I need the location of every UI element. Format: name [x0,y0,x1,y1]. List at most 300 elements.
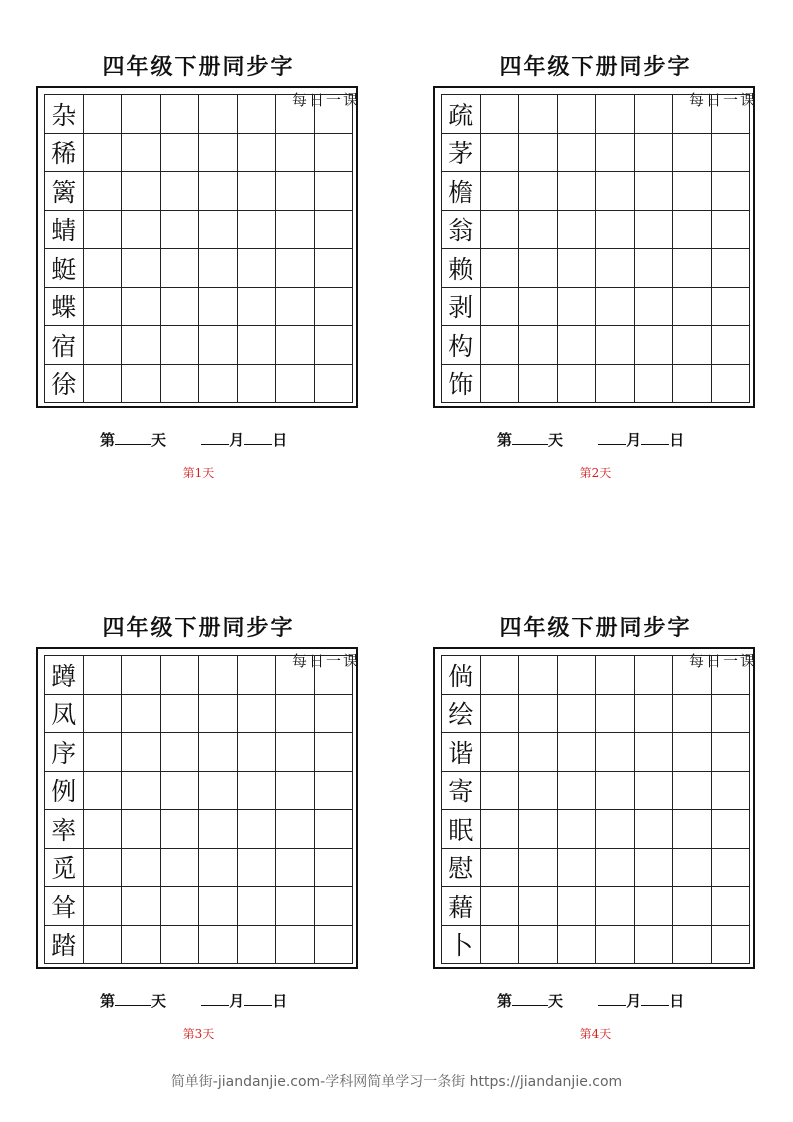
practice-cell [519,810,558,849]
practice-cell [635,211,674,250]
practice-cell [238,733,277,772]
practice-cell [122,849,161,888]
practice-cell [712,288,751,327]
practice-cell [519,849,558,888]
practice-cell [122,288,161,327]
practice-panel-day-3 [36,577,366,1041]
date-month: 月 [626,992,642,1010]
date-prefix: 第 [497,992,513,1010]
practice-cell [596,211,635,250]
model-character-cell: 藉 [442,887,481,926]
practice-cell [635,887,674,926]
practice-cell [558,95,597,134]
date-date: 日 [272,992,288,1010]
practice-cell [558,211,597,250]
practice-cell [276,288,315,327]
date-month: 月 [229,431,245,449]
practice-grid-frame [36,86,358,408]
practice-cell [238,810,277,849]
worksheet-title: 四年级下册同步字 [499,54,692,80]
practice-cell [276,249,315,288]
practice-cell [276,810,315,849]
practice-cell [635,733,674,772]
practice-cell [673,887,712,926]
practice-cell [238,172,277,211]
practice-cell [122,772,161,811]
practice-cell [519,326,558,365]
practice-cell [481,695,520,734]
practice-cell [199,326,238,365]
practice-cell [481,849,520,888]
practice-grid [44,94,353,403]
practice-cell [673,849,712,888]
practice-cell [596,134,635,173]
model-character-cell: 绘 [442,695,481,734]
practice-cell [673,95,712,134]
day-blank [512,991,548,1006]
practice-cell [238,695,277,734]
date-day: 天 [548,431,564,449]
date-line [100,990,287,1011]
date-date: 日 [669,431,685,449]
practice-cell [673,288,712,327]
practice-cell [122,249,161,288]
practice-cell [84,249,123,288]
model-character-cell: 眠 [442,810,481,849]
practice-cell [161,656,200,695]
practice-cell [276,365,315,404]
practice-cell [276,211,315,250]
practice-cell [481,810,520,849]
practice-cell [122,926,161,965]
practice-cell [635,810,674,849]
practice-cell [712,695,751,734]
practice-cell [596,656,635,695]
practice-cell [84,288,123,327]
day-blank [115,430,151,445]
practice-cell [635,695,674,734]
practice-cell [238,656,277,695]
practice-cell [122,887,161,926]
practice-cell [199,849,238,888]
practice-cell [596,326,635,365]
practice-cell [161,211,200,250]
model-character-cell: 率 [45,810,84,849]
month-blank [598,991,626,1006]
date-month: 月 [626,431,642,449]
date-month: 月 [229,992,245,1010]
practice-cell [519,926,558,965]
model-character-cell: 构 [442,326,481,365]
worksheet-title: 四年级下册同步字 [102,54,295,80]
practice-cell [122,810,161,849]
model-character-cell: 杂 [45,95,84,134]
practice-cell [276,926,315,965]
practice-grid [441,655,750,964]
practice-cell [712,211,751,250]
month-blank [201,430,229,445]
practice-cell [199,772,238,811]
practice-cell [199,926,238,965]
practice-cell [635,288,674,327]
practice-cell [712,849,751,888]
practice-panel-day-2 [433,16,763,480]
practice-cell [315,695,354,734]
practice-cell [635,134,674,173]
practice-cell [238,95,277,134]
practice-cell [712,926,751,965]
practice-cell [122,733,161,772]
date-prefix: 第 [497,431,513,449]
practice-cell [558,926,597,965]
practice-cell [596,172,635,211]
practice-cell [558,772,597,811]
practice-cell [519,772,558,811]
practice-cell [712,134,751,173]
practice-cell [122,95,161,134]
practice-cell [199,656,238,695]
practice-cell [712,656,751,695]
practice-cell [84,926,123,965]
practice-cell [635,849,674,888]
practice-cell [712,249,751,288]
practice-cell [276,733,315,772]
practice-panel-day-4 [433,577,763,1041]
practice-cell [84,172,123,211]
model-character-cell: 檐 [442,172,481,211]
practice-grid-frame [36,647,358,969]
practice-cell [161,249,200,288]
practice-cell [519,172,558,211]
practice-cell [315,134,354,173]
practice-cell [519,134,558,173]
month-blank [598,430,626,445]
practice-cell [161,772,200,811]
practice-cell [199,95,238,134]
day-blank [115,991,151,1006]
practice-cell [199,810,238,849]
practice-cell [315,95,354,134]
practice-cell [673,772,712,811]
practice-cell [481,887,520,926]
practice-cell [238,249,277,288]
practice-cell [519,211,558,250]
practice-cell [558,887,597,926]
practice-cell [635,772,674,811]
practice-cell [481,733,520,772]
practice-cell [276,695,315,734]
practice-cell [84,733,123,772]
model-character-cell: 蹲 [45,656,84,695]
date-blank [244,991,272,1006]
practice-cell [276,326,315,365]
practice-cell [673,249,712,288]
practice-cell [519,887,558,926]
practice-cell [558,695,597,734]
model-character-cell: 凤 [45,695,84,734]
worksheet-title: 四年级下册同步字 [499,615,692,641]
practice-cell [122,695,161,734]
date-day: 天 [151,431,167,449]
practice-cell [481,95,520,134]
practice-cell [315,365,354,404]
date-day: 天 [151,992,167,1010]
footer-watermark: 简单街-jiandanjie.com-学科网简单学习一条街 https://jiandanjie.com [170,1074,623,1090]
practice-cell [276,887,315,926]
practice-cell [673,656,712,695]
practice-cell [558,810,597,849]
practice-cell [712,365,751,404]
practice-cell [315,926,354,965]
practice-cell [635,656,674,695]
practice-cell [558,733,597,772]
worksheet-subtitle: 每日一课 [291,652,360,670]
practice-cell [519,249,558,288]
model-character-cell: 篱 [45,172,84,211]
date-day: 天 [548,992,564,1010]
practice-cell [519,95,558,134]
practice-cell [199,733,238,772]
practice-cell [199,249,238,288]
practice-cell [199,211,238,250]
practice-cell [238,365,277,404]
practice-cell [558,365,597,404]
model-character-cell: 倘 [442,656,481,695]
worksheet-subtitle: 每日一课 [688,652,757,670]
practice-cell [161,695,200,734]
practice-cell [712,95,751,134]
practice-cell [238,211,277,250]
practice-cell [673,926,712,965]
practice-cell [481,926,520,965]
practice-cell [712,172,751,211]
practice-cell [276,656,315,695]
model-character-cell: 稀 [45,134,84,173]
day-label: 第1天 [182,466,215,480]
month-blank [201,991,229,1006]
practice-cell [481,288,520,327]
practice-cell [84,772,123,811]
practice-cell [238,887,277,926]
model-character-cell: 蜻 [45,211,84,250]
practice-cell [481,365,520,404]
practice-cell [558,288,597,327]
practice-cell [596,95,635,134]
practice-cell [199,288,238,327]
practice-cell [238,849,277,888]
practice-cell [276,134,315,173]
model-character-cell: 寄 [442,772,481,811]
practice-cell [276,772,315,811]
practice-cell [596,288,635,327]
practice-cell [481,326,520,365]
date-blank [641,991,669,1006]
practice-cell [712,810,751,849]
practice-cell [161,95,200,134]
date-date: 日 [272,431,288,449]
practice-cell [84,887,123,926]
practice-cell [122,365,161,404]
practice-cell [122,134,161,173]
model-character-cell: 蜓 [45,249,84,288]
date-blank [244,430,272,445]
practice-cell [673,134,712,173]
practice-cell [558,656,597,695]
practice-cell [673,365,712,404]
practice-cell [596,249,635,288]
practice-cell [238,134,277,173]
worksheet-subtitle: 每日一课 [291,91,360,109]
practice-cell [122,211,161,250]
model-character-cell: 剥 [442,288,481,327]
model-character-cell: 疏 [442,95,481,134]
practice-cell [161,849,200,888]
practice-cell [276,95,315,134]
practice-cell [635,95,674,134]
practice-cell [238,926,277,965]
day-label: 第2天 [579,466,612,480]
practice-cell [481,772,520,811]
practice-cell [315,656,354,695]
practice-cell [161,810,200,849]
practice-cell [596,365,635,404]
practice-cell [519,365,558,404]
practice-cell [199,365,238,404]
practice-cell [712,326,751,365]
practice-cell [596,926,635,965]
practice-cell [199,134,238,173]
date-line [497,990,684,1011]
practice-cell [122,656,161,695]
practice-cell [161,926,200,965]
model-character-cell: 谐 [442,733,481,772]
model-character-cell: 觅 [45,849,84,888]
practice-cell [84,849,123,888]
practice-cell [558,326,597,365]
practice-cell [315,887,354,926]
practice-cell [558,172,597,211]
practice-cell [84,95,123,134]
practice-cell [315,733,354,772]
practice-cell [315,849,354,888]
practice-cell [161,134,200,173]
practice-cell [519,656,558,695]
practice-cell [481,211,520,250]
day-label: 第3天 [182,1027,215,1041]
practice-cell [238,772,277,811]
practice-grid [441,94,750,403]
practice-cell [315,772,354,811]
practice-cell [673,733,712,772]
practice-cell [84,810,123,849]
model-character-cell: 徐 [45,365,84,404]
date-date: 日 [669,992,685,1010]
practice-cell [673,810,712,849]
practice-cell [596,810,635,849]
practice-cell [199,172,238,211]
practice-cell [596,849,635,888]
practice-cell [481,656,520,695]
model-character-cell: 卜 [442,926,481,965]
practice-cell [84,365,123,404]
model-character-cell: 例 [45,772,84,811]
practice-panel-day-1 [36,16,366,480]
practice-cell [199,695,238,734]
practice-cell [315,172,354,211]
practice-cell [712,772,751,811]
practice-cell [519,733,558,772]
worksheet-subtitle: 每日一课 [688,91,757,109]
practice-grid-frame [433,647,755,969]
practice-cell [122,172,161,211]
date-prefix: 第 [100,992,116,1010]
practice-cell [596,733,635,772]
practice-cell [635,172,674,211]
model-character-cell: 茅 [442,134,481,173]
model-character-cell: 赖 [442,249,481,288]
practice-cell [199,887,238,926]
practice-cell [315,211,354,250]
practice-cell [161,326,200,365]
model-character-cell: 宿 [45,326,84,365]
practice-cell [673,326,712,365]
practice-cell [315,810,354,849]
practice-cell [238,326,277,365]
practice-cell [161,887,200,926]
practice-cell [712,887,751,926]
date-line [100,429,287,450]
model-character-cell: 踏 [45,926,84,965]
practice-grid-frame [433,86,755,408]
worksheet-title: 四年级下册同步字 [102,615,295,641]
practice-cell [315,288,354,327]
practice-cell [84,695,123,734]
practice-cell [161,172,200,211]
practice-cell [276,849,315,888]
practice-cell [558,134,597,173]
date-line [497,429,684,450]
practice-cell [315,326,354,365]
practice-cell [84,326,123,365]
practice-cell [481,249,520,288]
practice-cell [238,288,277,327]
practice-cell [122,326,161,365]
practice-cell [635,326,674,365]
practice-cell [519,695,558,734]
model-character-cell: 慰 [442,849,481,888]
model-character-cell: 耸 [45,887,84,926]
practice-cell [673,695,712,734]
practice-cell [84,656,123,695]
practice-cell [596,695,635,734]
practice-grid [44,655,353,964]
model-character-cell: 序 [45,733,84,772]
practice-cell [481,172,520,211]
practice-cell [161,733,200,772]
practice-cell [519,288,558,327]
model-character-cell: 饰 [442,365,481,404]
practice-cell [315,249,354,288]
practice-cell [635,926,674,965]
practice-cell [635,365,674,404]
practice-cell [161,365,200,404]
practice-cell [712,733,751,772]
practice-cell [673,172,712,211]
model-character-cell: 蝶 [45,288,84,327]
practice-cell [276,172,315,211]
day-label: 第4天 [579,1027,612,1041]
practice-cell [673,211,712,250]
